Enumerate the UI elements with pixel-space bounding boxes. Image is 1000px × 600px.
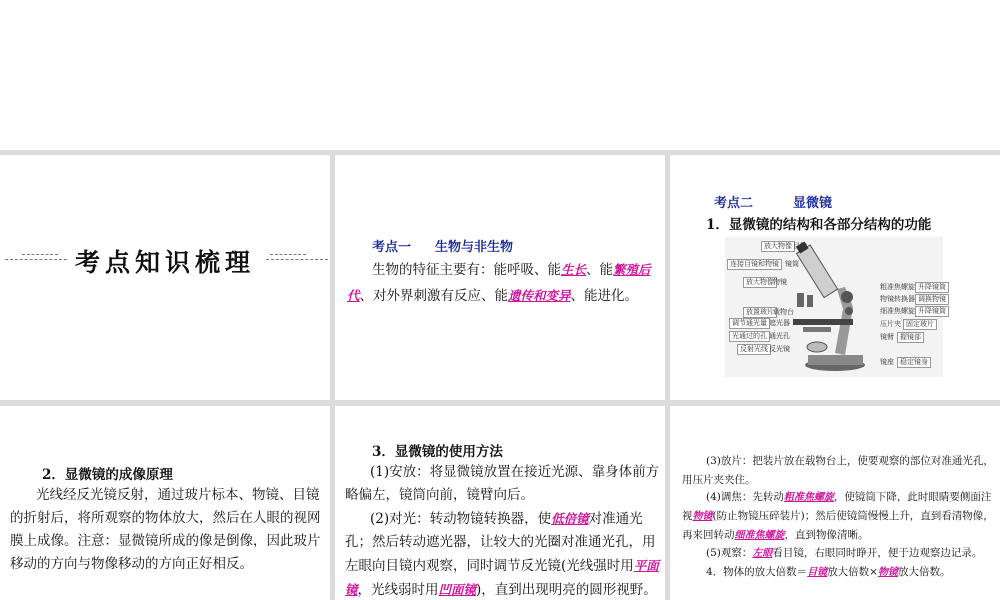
- blank-answer: 繁殖后代: [347, 262, 651, 303]
- blank-answer: 粗准焦螺旋: [783, 492, 834, 503]
- label-function: 稳定镜身: [897, 357, 931, 368]
- text-run: 对准通光孔；然后转动遮光器，让较大的光圈对准通光孔，用左眼向目镜内观察，同时调节反光镜(光线强时用: [345, 511, 656, 574]
- text-run: 生物的特征主要有：能呼吸、能: [372, 262, 561, 278]
- cover-title: 考点知识梳理: [74, 248, 255, 277]
- section1-panel[interactable]: [335, 155, 665, 400]
- label-function: 升降镜筒: [915, 282, 949, 293]
- text-run: 4．物体的放大倍数＝: [706, 566, 808, 578]
- section1-topic: 生物与非生物: [435, 240, 514, 255]
- label-part: 遮光器: [769, 319, 790, 327]
- section1-text: [347, 257, 659, 309]
- blank-answer: 遗传和变异: [508, 288, 571, 303]
- usage-panel[interactable]: [335, 406, 665, 600]
- text-run: (5)观察：: [706, 547, 753, 559]
- step-observe: [682, 544, 994, 563]
- blank-answer: 细准焦螺旋: [734, 530, 785, 541]
- text-run: 、能进化。: [570, 288, 639, 304]
- section2-heading: [714, 192, 832, 211]
- label-function: 放大物像: [761, 241, 795, 252]
- decor-dash-right: [266, 259, 328, 260]
- label-function: 反射光线: [737, 344, 771, 355]
- imaging-panel[interactable]: [0, 406, 330, 600]
- blank-answer: 目镜: [807, 567, 828, 578]
- text-run: ，直到物像清晰。: [784, 529, 869, 541]
- text-run: ，光线弱时用: [357, 582, 439, 598]
- label-part: 目镜: [793, 242, 807, 250]
- label-part: 物镜转换器: [880, 295, 915, 303]
- label-function: 握镜部: [897, 332, 924, 343]
- steps-panel[interactable]: [670, 406, 1000, 600]
- label-function: 升降镜筒: [915, 306, 949, 317]
- label-part: 细准焦螺旋: [880, 307, 915, 315]
- text-run: 、能: [586, 262, 614, 278]
- magnification-rule: [682, 563, 994, 582]
- section2-subtitle: 1．显微镜的结构和各部分结构的功能: [706, 217, 932, 233]
- blank-answer: 物镜: [692, 511, 713, 522]
- label-function: 放置玻片: [743, 307, 777, 318]
- microscope-diagram: [725, 237, 946, 377]
- text-run: (防止物镜压碎装片)；然后使镜筒慢慢上升，直到看清物像，再来回转动: [682, 510, 994, 541]
- blank-answer: 生长: [561, 262, 587, 277]
- usage-subtitle: 3．显微镜的使用方法: [372, 444, 503, 460]
- label-function: 调节通光量: [729, 318, 770, 329]
- decor-dash-right-short: [270, 254, 306, 255]
- text-run: )，直到出现明亮的圆形视野。: [476, 582, 657, 598]
- cover-panel[interactable]: [0, 155, 330, 400]
- usage-step-light: [345, 507, 660, 600]
- step-focus: [682, 488, 994, 545]
- label-function: 连接目镜和物镜: [727, 259, 782, 270]
- label-part: 压片夹: [880, 320, 901, 328]
- step-slide: (3)放片：把装片放在载物台上，使要观察的部位对准通光孔，用压片夹夹住。: [682, 455, 994, 486]
- usage-step-placement: (1)安放：将显微镜放置在接近光源、靠身体前方略偏左，镜筒向前，镜臂向后。: [345, 464, 660, 503]
- section2-topic: 显微镜: [793, 196, 833, 211]
- label-part: 物镜: [773, 278, 787, 286]
- section1-heading: [372, 236, 513, 255]
- blank-answer: 左眼: [752, 548, 773, 559]
- imaging-text: 光线经反光镜反射，通过玻片标本、物镜、目镜的折射后，将所观察的物体放大，然后在人眼的视网膜上成像。注意：显微镜所成的像是倒像，因此玻片移动的方向与物像移动的方向正好相反。: [10, 487, 321, 572]
- text-run: 放大倍数。: [898, 566, 951, 578]
- section2-panel[interactable]: [670, 155, 1000, 400]
- text-run: 放大倍数×: [827, 566, 878, 578]
- blank-answer: 凹面镜: [438, 582, 477, 597]
- label-function: 光通过的孔: [729, 331, 770, 342]
- label-part: 镜臂: [880, 333, 894, 341]
- text-run: (2)对光：转动物镜转换器，使: [370, 511, 552, 527]
- blank-answer: 平面镜: [345, 558, 659, 597]
- label-part: 通光孔: [769, 332, 790, 340]
- label-function: 放大物像: [743, 277, 777, 288]
- label-part: 反光镜: [769, 345, 790, 353]
- blank-answer: 低倍镜: [551, 511, 589, 526]
- section1-label: 考点一: [372, 240, 412, 255]
- label-part: 镜座: [880, 358, 894, 366]
- imaging-subtitle: 2．显微镜的成像原理: [42, 467, 173, 483]
- text-run: ，使镜筒下降，此时眼睛要侧面注视: [682, 491, 992, 522]
- label-part: 镜筒: [785, 260, 799, 268]
- label-part: 载物台: [773, 308, 794, 316]
- blank-header-area: [0, 0, 1000, 150]
- section2-label: 考点二: [714, 196, 754, 211]
- text-run: 、对外界刺激有反应、能: [359, 288, 509, 304]
- text-run: 看目镜，右眼同时睁开，便于边观察边记录。: [772, 547, 983, 559]
- label-function: 调换物镜: [915, 294, 949, 305]
- text-run: (4)调焦：先转动: [706, 491, 784, 503]
- label-part: 粗准焦螺旋: [880, 283, 915, 291]
- blank-answer: 物镜: [878, 567, 898, 578]
- label-function: 固定玻片: [903, 319, 937, 330]
